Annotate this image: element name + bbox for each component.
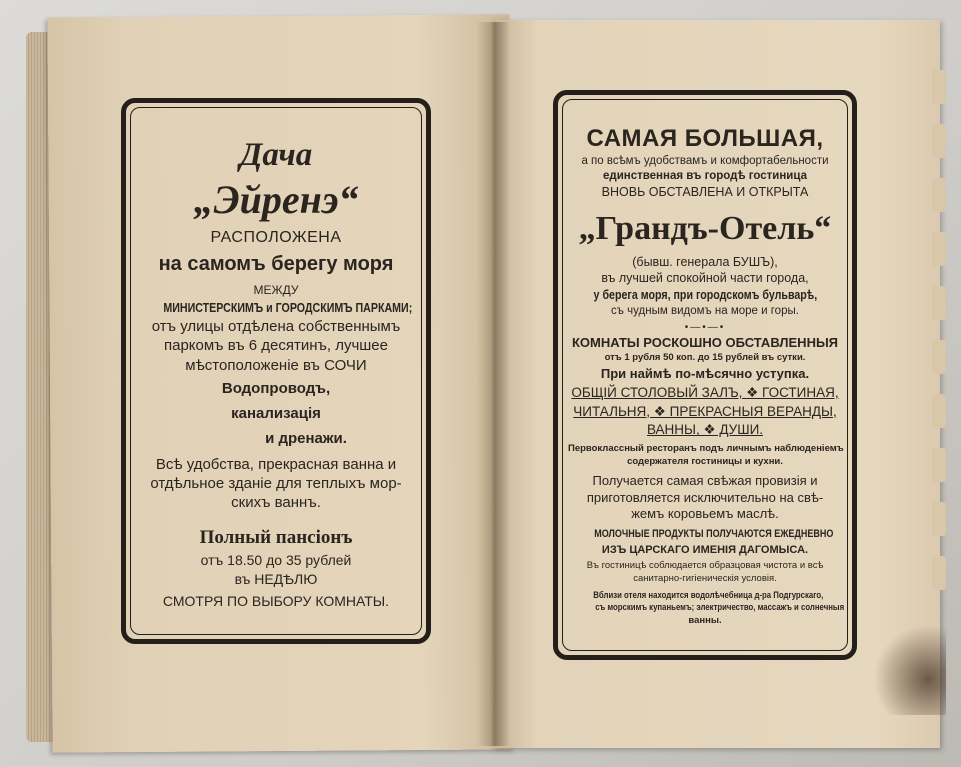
ad-text: Водопроводъ, — [221, 379, 331, 397]
ad-text: въ лучшей спокойной части города, — [601, 270, 809, 285]
ad-text: При наймѣ по-мѣсячно уступка. — [600, 366, 810, 382]
ad-text: Всѣ удобства, прекрасная ванна и — [155, 455, 397, 473]
ad-text: жемъ коровьемъ маслѣ. — [631, 506, 779, 522]
ad-text: на самомъ берегу моря — [158, 253, 394, 276]
ad-text: МЕЖДУ — [253, 283, 299, 298]
ad-pension-heading: Полный пансіонъ — [199, 527, 353, 549]
ad-text: Въ гостиницѣ соблюдается образцовая чистота и всѣ — [586, 559, 824, 571]
ad-text: ИЗЪ ЦАРСКАГО ИМЕНІЯ ДАГОМЫСА. — [601, 544, 809, 557]
dacha-eirene-advertisement — [121, 98, 431, 644]
grand-hotel-advertisement — [553, 90, 857, 660]
ad-text: РАСПОЛОЖЕНА — [210, 228, 342, 246]
ad-text: въ НЕДѢЛЮ — [234, 571, 318, 588]
ad-text: и дренажи. — [265, 430, 347, 448]
ornament-divider: •—•—• — [684, 322, 726, 334]
ad-text: ВНОВЬ ОБСТАВЛЕНА И ОТКРЫТА — [601, 185, 809, 200]
ad-amenities: ОБЩІЙ СТОЛОВЫЙ ЗАЛЪ, ❖ ГОСТИНАЯ, — [571, 385, 839, 401]
ad-title: Дача — [239, 137, 313, 173]
ad-text: паркомъ въ 6 десятинъ, лучшее — [163, 337, 388, 355]
ad-text: ванны. — [688, 615, 722, 627]
page-edges — [932, 70, 946, 670]
ad-text: а по всѣмъ удобствамъ и комфортабельности — [581, 154, 829, 167]
ad-text: санитарно-гигіеническія условія. — [633, 572, 777, 584]
ad-amenities: ВАННЫ, ❖ ДУШИ. — [646, 422, 764, 438]
ad-text: единственная въ городѣ гостиница — [603, 169, 807, 182]
ad-text: съ морскимъ купаньемъ; электричество, массажъ и солнечныя — [595, 602, 845, 614]
ad-text: отъ улицы отдѣлена собственнымъ — [151, 318, 401, 336]
ad-text: съ чудным видомъ на море и горы. — [611, 305, 799, 318]
ad-name: „Грандъ-Отель“ — [578, 210, 832, 248]
ad-name: „Эйренэ“ — [193, 176, 359, 222]
book-gutter — [476, 22, 510, 746]
ad-price: отъ 1 рубля 50 коп. до 15 рублей въ сутки. — [604, 352, 806, 364]
finger-shadow — [856, 625, 946, 715]
ad-text: Получается самая свѣжая провизія и — [592, 472, 818, 488]
ad-text: у берега моря, при городскомъ бульварѣ, — [593, 287, 817, 303]
ad-text: КОМНАТЫ РОСКОШНО ОБСТАВЛЕННЫЯ — [571, 335, 839, 351]
ad-text: приготовляется исключительно на свѣ- — [586, 489, 824, 505]
ad-text: отдѣльное зданіе для теплыхъ мор- — [150, 474, 402, 492]
ad-text: Вблизи отеля находится водолѣчебница д-ра Подгурскаго, — [593, 589, 824, 601]
ad-text: содержателя гостиницы и кухни. — [627, 455, 783, 467]
ad-text: СМОТРЯ ПО ВЫБОРУ КОМНАТЫ. — [162, 593, 390, 610]
ad-title: САМАЯ БОЛЬШАЯ, — [586, 125, 824, 152]
ad-text: мѣстоположеніе въ СОЧИ — [185, 356, 367, 374]
ad-price: отъ 18.50 до 35 рублей — [200, 552, 352, 569]
ad-text: (бывш. генерала БУШЪ), — [632, 254, 778, 269]
ad-text: Первоклассный ресторанъ подъ личнымъ наблюденіемъ — [568, 442, 844, 454]
ad-text: канализація — [231, 405, 321, 423]
ad-amenities: ЧИТАЛЬНЯ, ❖ ПРЕКРАСНЫЯ ВЕРАНДЫ, — [573, 403, 837, 419]
ad-text: МОЛОЧНЫЕ ПРОДУКТЫ ПОЛУЧАЮТСЯ ЕЖЕДНЕВНО — [594, 528, 834, 541]
ad-text: скихъ ваннъ. — [231, 494, 321, 512]
ad-text: МИНИСТЕРСКИМЪ и ГОРОДСКИМЪ ПАРКАМИ; — [163, 300, 413, 316]
